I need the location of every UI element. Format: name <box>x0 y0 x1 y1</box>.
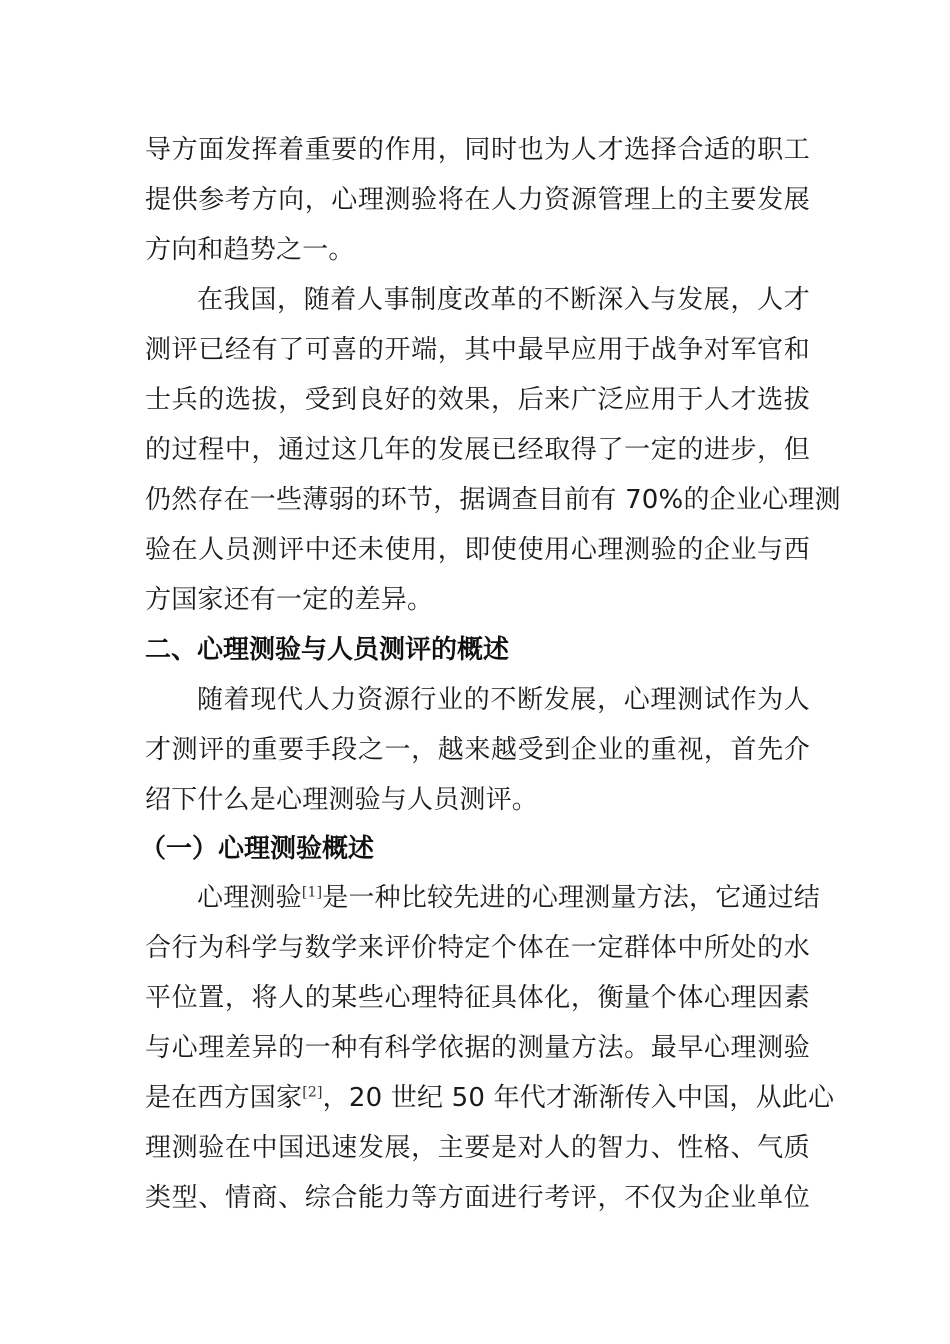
paragraph-line: 的过程中，通过这几年的发展已经取得了一定的进步，但 <box>145 435 810 465</box>
paragraph-line: 才测评的重要手段之一，越来越受到企业的重视，首先介 <box>145 735 810 765</box>
paragraph-line: 方国家还有一定的差异。 <box>145 585 434 615</box>
paragraph-line: 合行为科学与数学来评价特定个体在一定群体中所处的水 <box>145 933 810 963</box>
paragraph-line: 导方面发挥着重要的作用，同时也为人才选择合适的职工 <box>145 135 810 165</box>
paragraph-line: 仍然存在一些薄弱的环节，据调查目前有 70%的企业心理测 <box>145 485 841 515</box>
citation-ref: [1] <box>301 884 323 901</box>
paragraph-line: 随着现代人力资源行业的不断发展，心理测试作为人 <box>197 685 810 715</box>
paragraph-line: 类型、情商、综合能力等方面进行考评，不仅为企业单位 <box>145 1183 810 1213</box>
paragraph-text: 是一种比较先进的心理测量方法，它通过结 <box>322 883 821 913</box>
section-heading: 二、心理测验与人员测评的概述 <box>145 635 510 665</box>
paragraph-line: 验在人员测评中还未使用，即使使用心理测验的企业与西 <box>145 535 810 565</box>
paragraph-text: ，20 世纪 50 年代才渐渐传入中国，从此心 <box>322 1083 835 1113</box>
paragraph-line: 与心理差异的一种有科学依据的测量方法。最早心理测验 <box>145 1033 810 1063</box>
paragraph-line: 士兵的选拔，受到良好的效果，后来广泛应用于人才选拔 <box>145 385 810 415</box>
paragraph-line: 方向和趋势之一。 <box>145 235 355 265</box>
paragraph-text: 心理测验 <box>197 883 302 913</box>
paragraph-line <box>197 878 821 918</box>
paragraph-text: 是在西方国家 <box>145 1083 303 1113</box>
paragraph-line: 在我国，随着人事制度改革的不断深入与发展，人才 <box>197 285 810 315</box>
paragraph-line: 提供参考方向，心理测验将在人力资源管理上的主要发展 <box>145 185 810 215</box>
paragraph-line: 绍下什么是心理测验与人员测评。 <box>145 785 539 815</box>
paragraph-line <box>145 1078 835 1118</box>
paragraph-line: 测评已经有了可喜的开端，其中最早应用于战争对军官和 <box>145 335 810 365</box>
citation-ref: [2] <box>302 1084 323 1101</box>
subsection-heading: （一）心理测验概述 <box>140 834 375 864</box>
paragraph-line: 理测验在中国迅速发展，主要是对人的智力、性格、气质 <box>145 1133 810 1163</box>
paragraph-line: 平位置，将人的某些心理特征具体化，衡量个体心理因素 <box>145 983 810 1013</box>
